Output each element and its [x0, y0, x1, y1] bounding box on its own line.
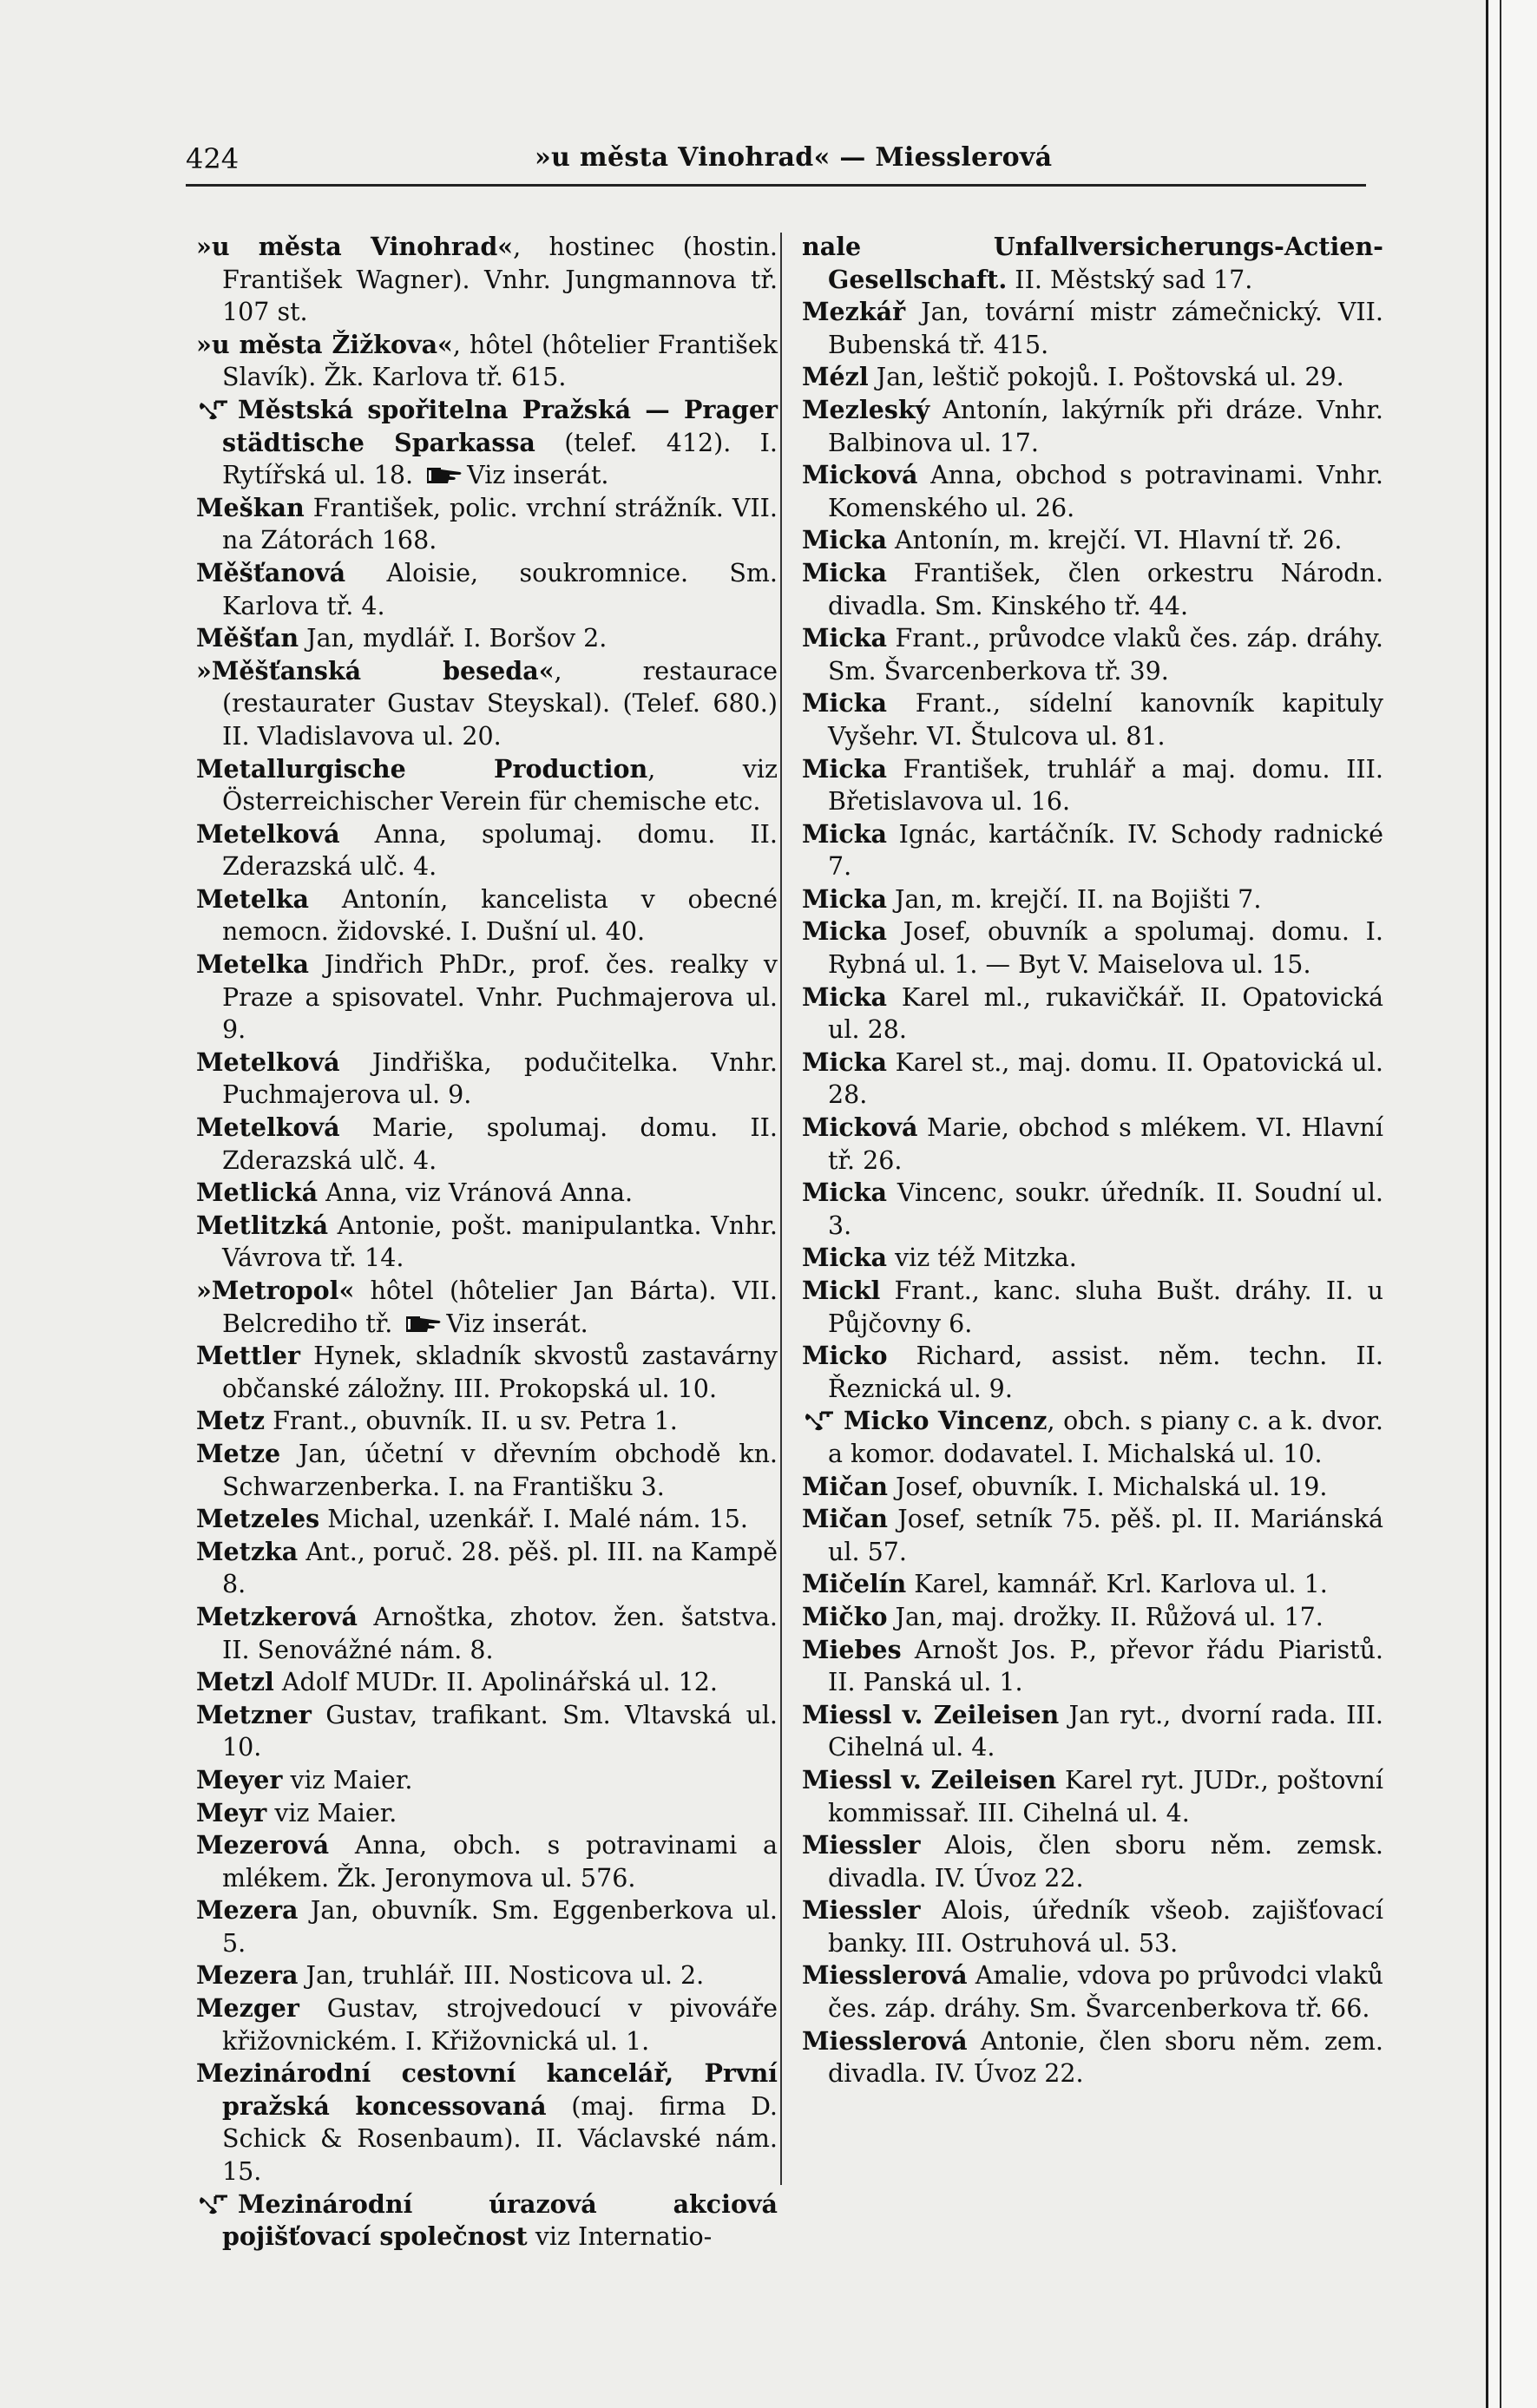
entry-details: Jan, účetní v dřevním obchodě kn. Schwarzenberka. I. na Františku 3.: [222, 1439, 778, 1501]
entry-name: Micko Vincenz: [844, 1406, 1048, 1436]
directory-entry: [196, 1275, 778, 1340]
directory-entry: [196, 1699, 778, 1764]
entry-name: Meškan: [196, 492, 305, 522]
telephone-icon: [802, 1410, 840, 1433]
running-title: »u města Vinohrad« — Miesslerová: [535, 142, 1053, 173]
directory-entry: [802, 1601, 1383, 1634]
entry-name: Metlitzká: [196, 1210, 329, 1240]
entry-details: Richard, assist. něm. techn. II. Řeznická ul. 9.: [828, 1342, 1383, 1403]
entry-name: Mickl: [802, 1276, 881, 1305]
directory-entry: [802, 557, 1383, 622]
entry-name: Micka: [802, 623, 887, 653]
entry-name: Miessler: [802, 1830, 921, 1860]
entry-name: Miesslerová: [802, 2025, 968, 2056]
entry-name: Mezera: [196, 1895, 299, 1926]
entry-name: Metze: [196, 1438, 281, 1468]
page-edge-strip: [1486, 0, 1537, 2408]
directory-entry: [802, 2025, 1383, 2090]
directory-entry: [196, 1112, 778, 1177]
entry-name: Metzl: [196, 1667, 274, 1697]
directory-entry: [196, 655, 778, 753]
entry-name: Metzner: [196, 1699, 312, 1729]
entry-details: Jan ryt., dvorní rada. III. Cihelná ul. 4.: [828, 1700, 1383, 1762]
entry-details: František, polic. vrchní strážník. VII. na Zátorách 168.: [222, 493, 778, 555]
directory-entry: [196, 1829, 778, 1894]
directory-entry: [196, 1894, 778, 1959]
directory-entry: [802, 1242, 1383, 1275]
column-divider: [780, 233, 782, 2185]
entry-name: nale Unfallversicherungs-Actien-Gesellschaft.: [802, 232, 1383, 294]
entry-name: Micková: [802, 460, 918, 490]
directory-entry: [196, 1666, 778, 1699]
entry-name: Metz: [196, 1406, 266, 1436]
directory-entry: [802, 1503, 1383, 1568]
entry-details: Amalie, vdova po průvodci vlaků čes. záp. dráhy. Sm. Švarcenberkova tř. 66.: [828, 1961, 1383, 2024]
entry-details: Jan, maj. drožky. II. Růžová ul. 17.: [887, 1602, 1324, 1631]
directory-entry: [196, 2057, 778, 2188]
page-number: 424: [186, 142, 240, 175]
entry-name: Metelková: [196, 1112, 340, 1143]
directory-entry: [196, 1959, 778, 1992]
entry-name: Miesslerová: [802, 1960, 968, 1991]
directory-entry: [196, 1503, 778, 1536]
entry-details: Ant., poruč. 28. pěš. pl. III. na Kampě 8.: [222, 1537, 778, 1599]
entry-details: Josef, setník 75. pěš. pl. II. Mariánská ul. 57.: [828, 1505, 1383, 1566]
entry-name: Micka: [802, 883, 887, 914]
entry-name: Mičelín: [802, 1569, 907, 1599]
directory-entry: [802, 1894, 1383, 1959]
entry-name: Mičan: [802, 1471, 888, 1501]
entry-details: viz též Mitzka.: [886, 1243, 1077, 1273]
directory-entry: [802, 1959, 1383, 2024]
directory-entry: [802, 394, 1383, 459]
entry-name: Micka: [802, 753, 887, 784]
entry-details: Jindřiška, podučitelka. Vnhr. Puchmajerova ul. 9.: [222, 1047, 778, 1110]
entry-name: Mičan: [802, 1504, 888, 1534]
entry-details: Anna, obchod s potravinami. Vnhr. Komenského ul. 26.: [828, 461, 1383, 522]
entry-details: Frant., obuvník. II. u sv. Petra 1.: [265, 1407, 678, 1436]
entry-details: Frant., průvodce vlaků čes. záp. dráhy. Sm. Švarcenberkova tř. 39.: [828, 624, 1383, 686]
entry-details: Anna, spolumaj. domu. II. Zderazská ulč. 4.: [222, 819, 778, 882]
entry-details: Marie, obchod s mlékem. VI. Hlavní tř. 26.: [828, 1113, 1383, 1175]
entry-details: viz Maier.: [282, 1765, 413, 1795]
directory-entry: [196, 1764, 778, 1797]
entry-name: Miessl v. Zeileisen: [802, 1764, 1057, 1795]
pointing-hand-icon: [404, 1313, 443, 1335]
entry-name: Miessler: [802, 1895, 921, 1926]
entry-details: Jan, obuvník. Sm. Eggenberkova ul. 5.: [222, 1896, 778, 1958]
entry-name: Městská spořitelna Pražská — Prager städtische Sparkassa: [222, 394, 778, 457]
directory-entry: [196, 1340, 778, 1405]
entry-details: Jan, tovární mistr zámečnický. VII. Bubenská tř. 415.: [828, 298, 1383, 359]
entry-name: Micka: [802, 1047, 887, 1077]
entry-name: Micka: [802, 916, 887, 947]
entry-name: Mezger: [196, 1993, 299, 2024]
directory-entry: [802, 883, 1383, 916]
directory-entry: [196, 1047, 778, 1112]
entry-name: Metelka: [196, 883, 310, 914]
entry-details: Vincenc, soukr. úředník. II. Soudní ul. 3.: [828, 1178, 1383, 1240]
directory-entry: [196, 1210, 778, 1275]
directory-entry: [802, 1047, 1383, 1112]
entry-details: Hynek, skladník skvostů zastavárny občanské záložny. III. Prokopská ul. 10.: [222, 1342, 778, 1403]
directory-entry: [802, 1340, 1383, 1405]
entry-details: Jan, truhlář. III. Nosticova ul. 2.: [298, 1961, 705, 1991]
entry-details: Alois, úředník všeob. zajišťovací banky. III. Ostruhová ul. 53.: [828, 1896, 1383, 1958]
directory-entry: [802, 818, 1383, 883]
right-column: [802, 231, 1383, 2090]
directory-entry: [802, 1405, 1383, 1470]
entry-details: (telef. 412). I. Rytířská ul. 18.: [222, 428, 778, 490]
entry-details: Marie, spolumaj. domu. II. Zderazská ulč. 4.: [222, 1113, 778, 1175]
entry-details: Adolf MUDr. II. Apolinářská ul. 12.: [273, 1668, 718, 1697]
left-column: [196, 231, 778, 2254]
entry-details: Karel st., maj. domu. II. Opatovická ul. 28.: [828, 1047, 1383, 1110]
directory-entry: [196, 492, 778, 557]
entry-details: František, truhlář a maj. domu. III. Břetislavova ul. 16.: [828, 754, 1383, 817]
entry-name: Meyer: [196, 1764, 283, 1795]
entry-name: Metelková: [196, 1047, 340, 1077]
entry-details: Jan, mydlář. I. Boršov 2.: [299, 624, 608, 653]
entry-name: Micka: [802, 981, 887, 1012]
entry-details: Antonín, m. krejčí. VI. Hlavní tř. 26.: [886, 526, 1343, 555]
directory-entry: [196, 1536, 778, 1601]
directory-entry: [196, 231, 778, 329]
entry-details: Antonín, kancelista v obecné nemocn. židovské. I. Dušní ul. 40.: [222, 884, 778, 947]
entry-name: Miessl v. Zeileisen: [802, 1699, 1060, 1729]
entry-details: (maj. firma D. Schick & Rosenbaum). II. Václavské nám. 15.: [222, 2091, 778, 2187]
entry-details: Jindřich PhDr., prof. čes. realky v Praze a spisovatel. Vnhr. Puchmajerova ul. 9.: [222, 950, 778, 1045]
directory-entry: [802, 915, 1383, 981]
directory-entry: [196, 2188, 778, 2254]
directory-entry: [196, 1438, 778, 1503]
entry-details: Ignác, kartáčník. IV. Schody radnické 7.: [828, 819, 1383, 882]
directory-entry: [196, 753, 778, 818]
entry-details: Karel ml., rukavičkář. II. Opatovická ul. 28.: [828, 982, 1383, 1045]
entry-name: Miebes: [802, 1634, 902, 1664]
directory-entry: [196, 883, 778, 948]
entry-details: Josef, obuvník a spolumaj. domu. I. Rybná ul. 1. — Byt V. Maiselova ul. 15.: [828, 917, 1383, 980]
entry-name: Micka: [802, 818, 887, 849]
directory-entry: [196, 1797, 778, 1830]
entry-name: Metallurgische Production: [196, 753, 648, 784]
entry-name: Metelka: [196, 949, 310, 980]
entry-details: Jan, leštič pokojů. I. Poštovská ul. 29.: [868, 363, 1344, 392]
telephone-icon: [196, 2194, 234, 2216]
entry-name: Mezera: [196, 1960, 299, 1991]
entry-details: František, člen orkestru Národn. divadla. Sm. Kinského tř. 44.: [828, 558, 1383, 620]
directory-entry: [196, 394, 778, 492]
pointing-hand-icon: [425, 464, 463, 487]
directory-entry: [802, 231, 1383, 296]
directory-entry: [802, 524, 1383, 557]
directory-entry: [802, 622, 1383, 687]
entry-details: Antonín, lakýrník při dráze. Vnhr. Balbinova ul. 17.: [828, 395, 1383, 457]
entry-name: »Metropol«: [196, 1276, 355, 1305]
entry-details: viz Internatio-: [527, 2222, 713, 2252]
entry-name: Micka: [802, 557, 887, 587]
entry-details: Alois, člen sboru něm. zemsk. divadla. IV. Úvoz 22.: [828, 1831, 1383, 1893]
entry-details: Arnoštka, zhotov. žen. šatstva. II. Senovážné nám. 8.: [222, 1602, 778, 1664]
directory-entry: [802, 1471, 1383, 1504]
telephone-icon: [196, 399, 234, 422]
directory-entry: [802, 1764, 1383, 1829]
entry-details: Gustav, strojvedoucí v pivováře křižovnickém. I. Křižovnická ul. 1.: [222, 1994, 778, 2056]
entry-details: Josef, obuvník. I. Michalská ul. 19.: [887, 1472, 1328, 1501]
entry-details: Frant., sídelní kanovník kapituly Vyšehr. VI. Štulcova ul. 81.: [828, 689, 1383, 751]
directory-entry: [196, 622, 778, 655]
directory-entry: [196, 557, 778, 622]
directory-entry: [802, 361, 1383, 394]
directory-entry: [196, 329, 778, 394]
entry-name: Mézl: [802, 362, 869, 392]
entry-name: Metlická: [196, 1178, 319, 1208]
directory-entry: [802, 1829, 1383, 1894]
page-header: [186, 139, 1366, 191]
entry-details: Karel, kamnář. Krl. Karlova ul. 1.: [906, 1570, 1328, 1599]
entry-name: Metelková: [196, 818, 340, 849]
entry-details: Michal, uzenkář. I. Malé nám. 15.: [319, 1505, 748, 1534]
directory-entry: [196, 1601, 778, 1666]
entry-reference: Viz inserát.: [446, 1309, 588, 1338]
entry-name: Měšťanová: [196, 557, 346, 587]
directory-entry: [802, 753, 1383, 818]
directory-entry: [802, 459, 1383, 524]
entry-details: Antonie, pošt. manipulantka. Vnhr. Vávrova tř. 14.: [222, 1211, 778, 1273]
directory-entry: [196, 1405, 778, 1438]
entry-details: , obch. s piany c. a k. dvor. a komor. dodavatel. I. Michalská ul. 10.: [828, 1407, 1383, 1468]
entry-name: Meyr: [196, 1797, 267, 1827]
entry-details: viz Maier.: [266, 1798, 397, 1827]
entry-name: Micko: [802, 1341, 888, 1371]
entry-details: Frant., kanc. sluha Bušt. dráhy. II. u Půjčovny 6.: [828, 1276, 1383, 1338]
directory-entry: [802, 687, 1383, 752]
entry-name: Mezleský: [802, 394, 930, 424]
directory-entry: [802, 1275, 1383, 1340]
entry-details: Anna, obch. s potravinami a mlékem. Žk. Jeronymova ul. 576.: [222, 1831, 778, 1893]
entry-name: Metzka: [196, 1536, 299, 1566]
page-edge-line: [1500, 0, 1501, 2408]
directory-entry: [196, 818, 778, 883]
directory-entry: [802, 1568, 1383, 1601]
header-rule: [186, 184, 1366, 187]
entry-name: »u města Vinohrad«: [196, 232, 514, 261]
entry-details: Gustav, trafikant. Sm. Vltavská ul. 10.: [222, 1700, 778, 1762]
entry-details: Arnošt Jos. P., převor řádu Piaristů. II. Panská ul. 1.: [828, 1635, 1383, 1697]
directory-entry: [196, 948, 778, 1047]
entry-details: , viz Österreichischer Verein für chemische etc.: [222, 754, 778, 817]
entry-details: Aloisie, soukromnice. Sm. Karlova tř. 4.: [222, 558, 778, 620]
entry-name: »Měšťanská beseda«: [196, 655, 555, 686]
entry-name: Mezinárodní cestovní kancelář, První pražská koncessovaná: [196, 2058, 778, 2121]
directory-entry: [802, 296, 1383, 361]
entry-reference: Viz inserát.: [467, 461, 609, 490]
entry-name: Mettler: [196, 1341, 300, 1371]
entry-details: Karel ryt. JUDr., poštovní kommissař. III. Cihelná ul. 4.: [828, 1765, 1383, 1827]
entry-name: Micka: [802, 1178, 887, 1208]
entry-details: , hôtel (hôtelier František Slavík). Žk. Karlova tř. 615.: [222, 330, 778, 392]
directory-entry: [802, 1699, 1383, 1764]
directory-entry: [802, 1177, 1383, 1242]
entry-details: II. Městský sad 17.: [1007, 265, 1253, 294]
entry-name: Mezinárodní úrazová akciová pojišťovací společnost: [222, 2188, 778, 2252]
entry-name: Mičko: [802, 1601, 888, 1631]
entry-name: Mezerová: [196, 1830, 330, 1860]
entry-name: Micková: [802, 1112, 918, 1143]
entry-details: Jan, m. krejčí. II. na Bojišti 7.: [886, 884, 1262, 914]
directory-entry: [802, 981, 1383, 1047]
entry-name: Mezkář: [802, 297, 906, 327]
directory-entry: [802, 1634, 1383, 1699]
entry-name: Měšťan: [196, 623, 299, 653]
entry-name: Metzkerová: [196, 1601, 358, 1631]
entry-details: , restaurace (restaurater Gustav Steyskal). (Telef. 680.) II. Vladislavova ul. 20.: [222, 656, 778, 751]
entry-name: Micka: [802, 688, 887, 718]
entry-name: »u města Žižkova«: [196, 329, 453, 359]
entry-details: hôtel (hôtelier Jan Bárta). VII. Belcrediho tř.: [222, 1276, 778, 1338]
entry-details: Anna, viz Vránová Anna.: [318, 1178, 634, 1208]
entry-name: Micka: [802, 525, 887, 555]
entry-name: Metzeles: [196, 1504, 320, 1534]
entry-details: , hostinec (hostin. František Wagner). Vnhr. Jungmannova tř. 107 st.: [222, 233, 778, 327]
directory-entry: [196, 1992, 778, 2057]
entry-details: Antonie, člen sboru něm. zem. divadla. IV. Úvoz 22.: [828, 2026, 1383, 2089]
directory-entry: [196, 1177, 778, 1210]
entry-name: Micka: [802, 1243, 887, 1273]
directory-entry: [802, 1112, 1383, 1177]
